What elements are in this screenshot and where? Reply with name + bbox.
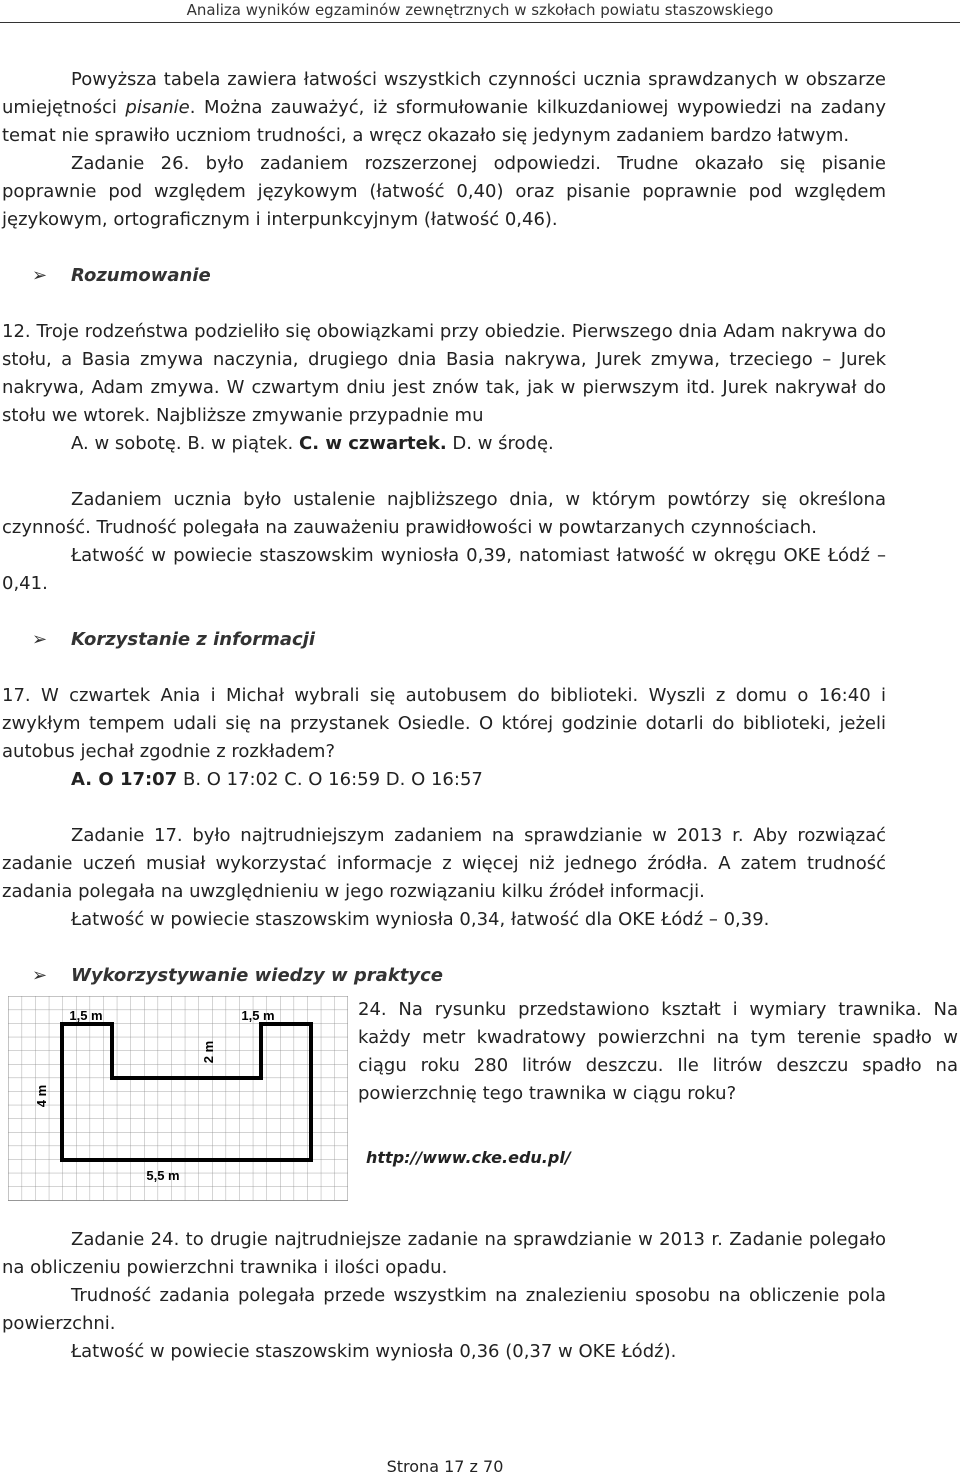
label-left-height: 4 m xyxy=(34,1084,49,1108)
task-17-answers xyxy=(2,766,886,794)
intro-text-a: Powyższa tabela zawiera łatwości wszystkich czynności ucznia sprawdzanych w obszarze umiejętności xyxy=(2,69,886,118)
answer-c: C. O 16:59 xyxy=(284,769,381,790)
source-link[interactable]: http://www.cke.edu.pl/ xyxy=(366,1148,571,1167)
task-17-comment: Zadanie 17. było najtrudniejszym zadaniem na sprawdzianie w 2013 r. Aby rozwiązać zadanie uczeń musiał wykorzystać informacje z więcej niż jednego źródła. A zatem trudność zadania polegała na uwzględnieniu w jego rozwiązaniu kilku źródeł informacji. xyxy=(2,825,886,902)
intro-text-b: . Można zauważyć, iż sformułowanie kilkuzdaniowej wypowiedzi na zadany temat nie sprawiło uczniom trudności, a wręcz okazało się jedynym zadaniem bardzo łatwym. xyxy=(2,97,886,146)
label-top-right: 1,5 m xyxy=(241,1008,275,1023)
page-number: Strona 17 z 70 xyxy=(386,1457,504,1476)
label-bottom: 5,5 m xyxy=(146,1168,180,1183)
answer-b: B. w piątek. xyxy=(187,433,294,454)
heading-label: Rozumowanie xyxy=(71,265,211,286)
task-24: 24. Na rysunku przedstawiono kształt i wymiary trawnika. Na każdy metr kwadratowy powierzchni na tym terenie spadło w ciągu roku 280 litrów deszczu. Ile litrów deszczu spadło na powierzchnię tego trawnika w ciągu roku? xyxy=(358,999,958,1104)
arrowhead-bullet-icon: ➢ xyxy=(32,265,48,286)
task-12-easiness: Łatwość w powiecie staszowskim wyniosła 0,39, natomiast łatwość w okręgu OKE Łódź – 0,41. xyxy=(2,545,886,594)
answer-b: B. O 17:02 xyxy=(182,769,279,790)
task-17: 17. W czwartek Ania i Michał wybrali się autobusem do biblioteki. Wyszli z domu o 16:40 i zwykłym tempem udali się na przystanek Osiedle. O której godzinie dotarli do biblioteki, jeżeli autobus jechał zgodnie z rozkładem? xyxy=(2,685,886,762)
task-12-answers xyxy=(2,430,886,458)
section-heading-informacje xyxy=(2,626,886,654)
task-24-comment: Zadanie 24. to drugie najtrudniejsze zadanie na sprawdzianie w 2013 r. Zadanie polegało na obliczeniu powierzchni trawnika i ilości opadu. xyxy=(2,1229,886,1278)
arrowhead-bullet-icon: ➢ xyxy=(32,965,48,986)
answer-a-correct: A. O 17:07 xyxy=(71,769,178,790)
section-heading-rozumowanie xyxy=(2,262,886,290)
section-heading-praktyka xyxy=(2,962,886,990)
task-24-difficulty: Trudność zadania polegała przede wszystkim na znalezieniu sposobu na obliczenie pola powierzchni. xyxy=(2,1285,886,1334)
task-24-row xyxy=(2,996,958,1226)
task-12-comment: Zadaniem ucznia było ustalenie najbliższego dnia, w którym powtórzy się określona czynność. Trudność polegała na zauważeniu prawidłowości w powtarzanych czynnościach. xyxy=(2,489,886,538)
answer-d: D. O 16:57 xyxy=(385,769,483,790)
intro-paragraph-1 xyxy=(2,66,886,150)
label-inner-height: 2 m xyxy=(201,1040,216,1064)
task-12: 12. Troje rodzeństwa podzieliło się obowiązkami przy obiedzie. Pierwszego dnia Adam nakrywa do stołu, a Basia zmywa naczynia, drugiego dnia Basia nakrywa, Jurek zmywa, trzeciego – Jurek nakrywa, Adam zmywa. W czwartym dniu jest znów tak, jak w pierwszym itd. Jurek nakrywał do stołu we wtorek. Najbliższe zmywanie przypadnie mu xyxy=(2,321,886,426)
task-24-easiness: Łatwość w powiecie staszowskim wyniosła 0,36 (0,37 w OKE Łódź). xyxy=(71,1341,677,1362)
header-divider xyxy=(0,22,960,23)
arrowhead-bullet-icon: ➢ xyxy=(32,629,48,650)
intro-paragraph-2: Zadanie 26. było zadaniem rozszerzonej odpowiedzi. Trudne okazało się pisanie poprawnie pod względem językowym (łatwość 0,40) oraz pisanie poprawnie pod względem językowym, ortograficznym i interpunkcyjnym (łatwość 0,46). xyxy=(2,153,886,230)
label-top-left: 1,5 m xyxy=(69,1008,103,1023)
document-body xyxy=(2,66,958,1366)
heading-label: Korzystanie z informacji xyxy=(71,629,316,650)
intro-emphasis: pisanie xyxy=(125,97,190,118)
task-17-easiness: Łatwość w powiecie staszowskim wyniosła 0,34, łatwość dla OKE Łódź – 0,39. xyxy=(71,909,770,930)
page-header: Analiza wyników egzaminów zewnętrznych w szkołach powiatu staszowskiego xyxy=(186,1,774,19)
lawn-shape-figure xyxy=(8,996,348,1201)
answer-d: D. w środę. xyxy=(452,433,554,454)
answer-c-correct: C. w czwartek. xyxy=(299,433,447,454)
answer-a: A. w sobotę. xyxy=(71,433,182,454)
heading-label: Wykorzystywanie wiedzy w praktyce xyxy=(71,965,444,986)
